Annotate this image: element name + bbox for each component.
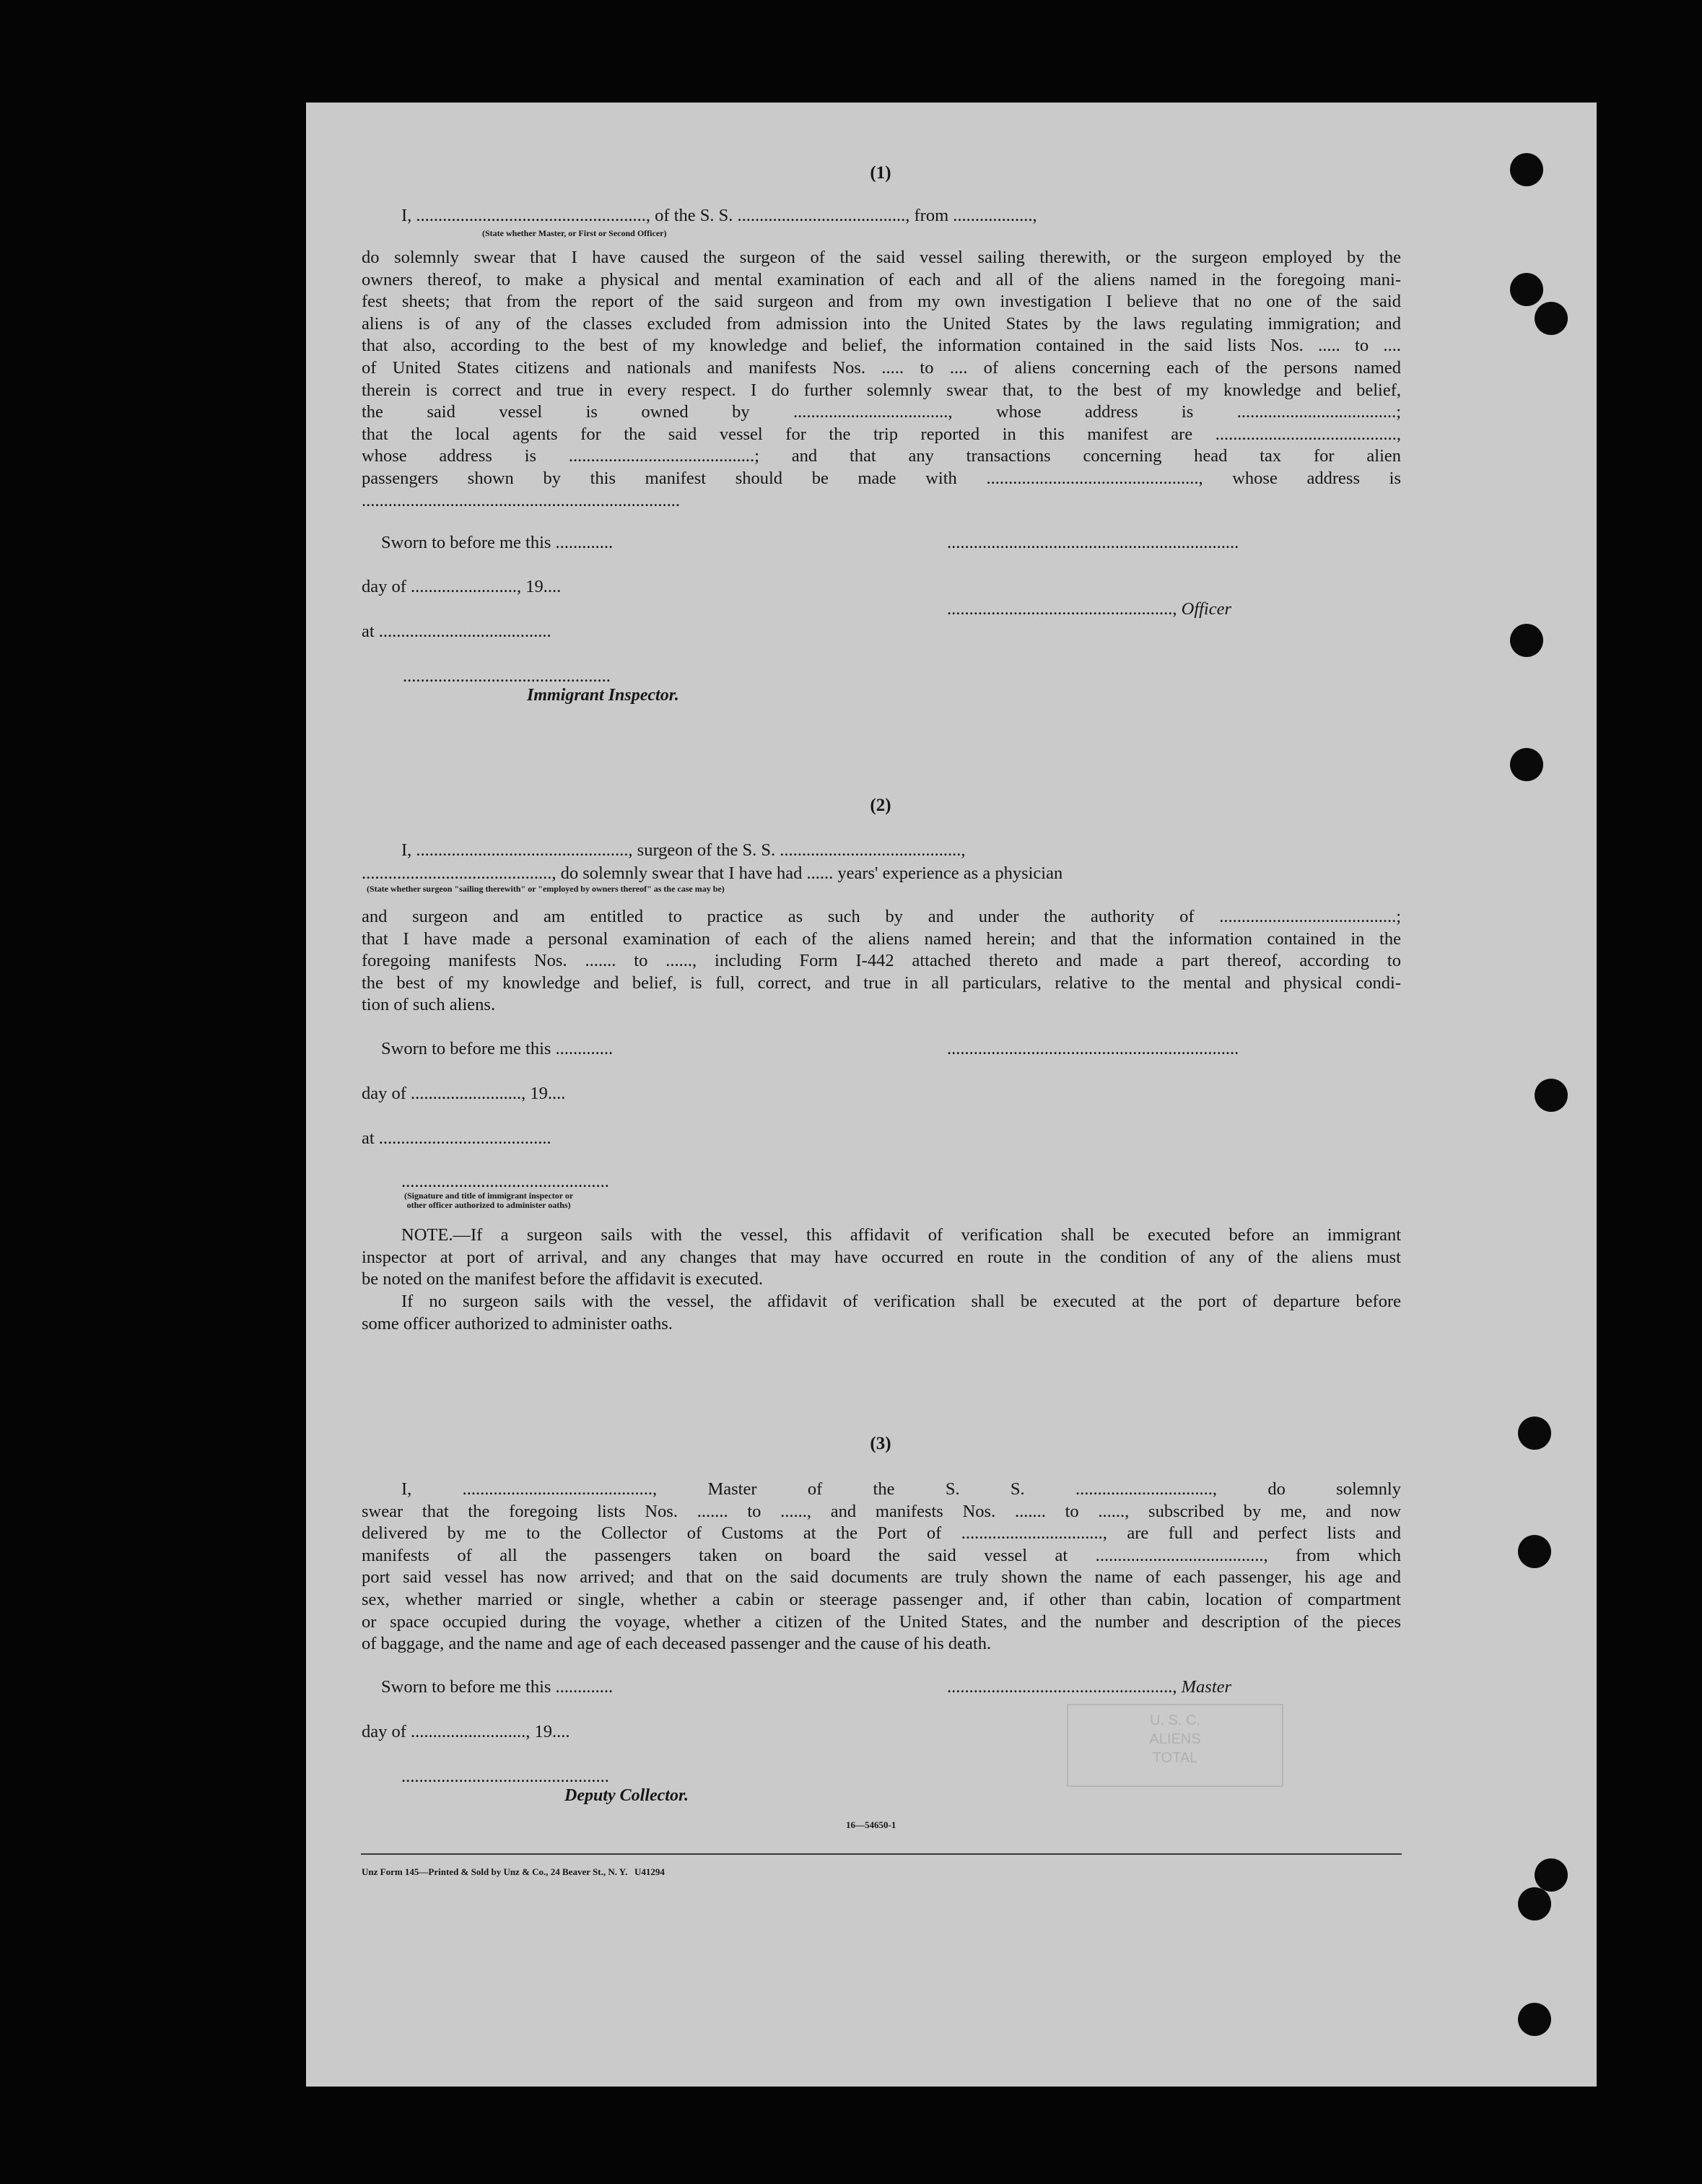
punch-hole [1510, 273, 1543, 306]
s1-officer-line [947, 599, 1231, 620]
paragraph-line: and surgeon and am entitled to practice as such by and under the authority of ........................................; [362, 907, 1401, 926]
punch-hole [1518, 1535, 1551, 1568]
officer-note: (State whether Master, or First or Second Officer) [482, 228, 667, 238]
punch-hole [1518, 1887, 1551, 1920]
faded-stamp: U. S. C. ALIENS TOTAL [1067, 1704, 1283, 1787]
officer-label: Officer [1181, 599, 1232, 619]
punch-hole [1518, 2003, 1551, 2036]
s3-sworn: Sworn to before me this ............. [381, 1677, 614, 1697]
paragraph-line: ........................................................................ [362, 490, 680, 510]
paragraph-line: the best of my knowledge and belief, is full, correct, and true in all particulars, relative to the mental and physical condi- [362, 973, 1401, 993]
s1-at: at ....................................... [362, 622, 551, 641]
paragraph-line: the said vessel is owned by ..................................., whose address is ....................................; [362, 402, 1401, 422]
paragraph-line: delivered by me to the Collector of Customs at the Port of ................................, are full and perfect lists and [362, 1523, 1401, 1544]
s3-day: day of .........................., 19.... [362, 1722, 570, 1741]
s2-line2: ..........................................., do solemnly swear that I have had ...... years' experience as a physician [362, 863, 1063, 883]
paragraph-line: tion of such aliens. [362, 995, 496, 1015]
punch-hole [1510, 748, 1543, 781]
section-2-heading: (2) [870, 796, 891, 815]
officer-dots: ..................................................., [947, 599, 1182, 619]
s2-at: at ....................................... [362, 1128, 551, 1148]
section-3-heading: (3) [870, 1434, 891, 1453]
footer-rule [361, 1853, 1402, 1855]
paragraph-line: or space occupied during the voyage, whether a citizen of the United States, and the number and description of the pieces [362, 1611, 1401, 1632]
section-1-heading: (1) [870, 163, 891, 183]
form-number: 16—54650-1 [846, 1819, 896, 1830]
paragraph-line: do solemnly swear that I have caused the surgeon of the said vessel sailing therewith, or the surgeon employed by the [362, 248, 1401, 267]
s1-line1: I, ...................................................., of the S. S. ......................................, from .................., [401, 206, 1037, 225]
paragraph-line: port said vessel has now arrived; and that on the said documents are truly shown the name of each passenger, his age and [362, 1567, 1401, 1588]
punch-hole [1535, 1079, 1568, 1112]
paragraph-line: be noted on the manifest before the affidavit is executed. [362, 1269, 764, 1289]
s2-signature-line: .................................................................. [947, 1039, 1239, 1058]
s3-collector-line: ............................................... [401, 1767, 609, 1786]
paragraph-line: some officer authorized to administer oaths. [362, 1313, 673, 1334]
paragraph-line: that the local agents for the said vessel for the trip reported in this manifest are ........................................., [362, 424, 1401, 444]
punch-hole [1518, 1417, 1551, 1450]
master-label: Master [1181, 1677, 1232, 1697]
surgeon-note: (State whether surgeon "sailing therewith" or "employed by owners thereof" as the case may be) [367, 884, 725, 894]
s1-signature-line: .................................................................. [947, 533, 1239, 552]
paragraph-line: whose address is ..........................................; and that any transactions concerning head tax for alien [362, 446, 1401, 466]
s1-inspector-label: Immigrant Inspector. [527, 686, 679, 705]
paragraph-line: owners thereof, to make a physical and mental examination of each and all of the aliens named in the foregoing mani- [362, 269, 1401, 290]
punch-hole [1510, 624, 1543, 657]
paragraph-line: aliens is of any of the classes excluded from admission into the United States by the laws regulating immigration; and [362, 313, 1401, 334]
paragraph-line: manifests of all the passengers taken on board the said vessel at ......................................, from which [362, 1545, 1401, 1565]
paragraph-line: passengers shown by this manifest should be made with ................................................, whose address is [362, 469, 1401, 488]
paragraph-line: that also, according to the best of my knowledge and belief, the information contained in the said lists Nos. ..... to .... [362, 336, 1401, 356]
paragraph-line: fest sheets; that from the report of the said surgeon and from my own investigation I believe that no one of the said [362, 292, 1401, 312]
paragraph-line: I, ..........................................., Master of the S. S. ..............................., do solemnly [401, 1479, 1401, 1499]
punch-hole [1510, 153, 1543, 186]
paragraph-line: therein is correct and true in every respect. I do further solemnly swear that, to the best of my knowledge and belief, [362, 380, 1401, 400]
paragraph-line: inspector at port of arrival, and any changes that may have occurred en route in the condition of any of the aliens must [362, 1247, 1401, 1267]
master-dots: ..................................................., [947, 1677, 1182, 1697]
paragraph-line: that I have made a personal examination of each of the aliens named herein; and that the information contained in the [362, 928, 1401, 949]
paragraph-line: sex, whether married or single, whether a cabin or steerage passenger and, if other than cabin, location of compartment [362, 1590, 1401, 1609]
punch-hole [1535, 1858, 1568, 1892]
printer-footer: Unz Form 145—Printed & Sold by Unz & Co., 24 Beaver St., N. Y. U41294 [362, 1866, 665, 1877]
paragraph-line: swear that the foregoing lists Nos. ....... to ......, and manifests Nos. ....... to ......, subscribed by me, and now [362, 1501, 1401, 1521]
s1-inspector-line: ............................................... [403, 666, 611, 686]
s2-day: day of ........................., 19.... [362, 1084, 566, 1103]
paragraph-line: of baggage, and the name and age of each deceased passenger and the cause of his death. [362, 1634, 992, 1654]
s2-signature-note: (Signature and title of immigrant inspector or other officer authorized to administer oaths) [404, 1191, 574, 1210]
s2-sworn: Sworn to before me this ............. [381, 1039, 614, 1058]
punch-hole [1535, 302, 1568, 335]
s1-day: day of ........................, 19.... [362, 577, 562, 596]
s1-sworn: Sworn to before me this ............. [381, 533, 614, 552]
s2-sig2-line: ............................................... [401, 1172, 609, 1191]
s2-line1: I, ................................................, surgeon of the S. S. ........................................., [401, 840, 966, 860]
s3-collector-label: Deputy Collector. [564, 1786, 689, 1805]
s3-master-line [947, 1676, 1231, 1698]
paragraph-line: foregoing manifests Nos. ....... to ......, including Form I-442 attached thereto and made a part thereof, according to [362, 951, 1401, 971]
paragraph-line: NOTE.—If a surgeon sails with the vessel, this affidavit of verification shall be executed before an immigrant [401, 1225, 1401, 1245]
paragraph-line: of United States citizens and nationals and manifests Nos. ..... to .... of aliens concerning each of the persons named [362, 358, 1401, 378]
paragraph-line: If no surgeon sails with the vessel, the affidavit of verification shall be executed at the port of departure before [401, 1292, 1401, 1311]
